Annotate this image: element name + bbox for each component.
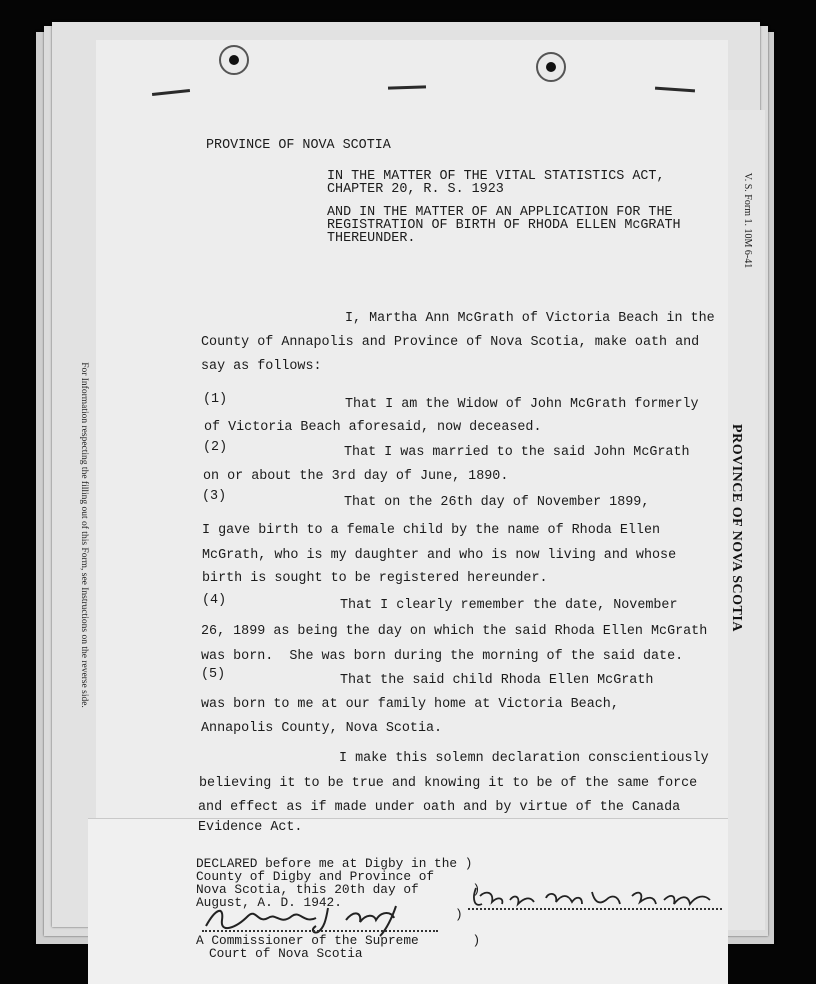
punch-hole-left bbox=[219, 45, 249, 75]
paragraph-number: (2) bbox=[203, 440, 228, 455]
commissioner-title: Court of Nova Scotia bbox=[209, 946, 363, 961]
paragraph-line: of Victoria Beach aforesaid, now deceased. bbox=[204, 420, 542, 435]
intro-line: say as follows: bbox=[201, 359, 322, 374]
paragraph-line: That on the 26th day of November 1899, bbox=[344, 495, 650, 510]
paragraph-line: birth is sought to be registered hereunder. bbox=[202, 571, 548, 586]
matter-line: CHAPTER 20, R. S. 1923 bbox=[327, 182, 504, 197]
declaration-line: I make this solemn declaration conscientiously bbox=[339, 751, 709, 766]
paragraph-line: Annapolis County, Nova Scotia. bbox=[201, 721, 443, 736]
paragraph-line: 26, 1899 as being the day on which the said Rhoda Ellen McGrath bbox=[201, 624, 708, 639]
commissioner-signature bbox=[196, 898, 446, 938]
jurat-paren: ) bbox=[455, 907, 463, 922]
form-code-text: V. S. Form 1. 10M 6-41 bbox=[742, 172, 754, 268]
paragraph-number: (5) bbox=[201, 667, 226, 682]
side-province-text: PROVINCE OF NOVA SCOTIA bbox=[729, 424, 745, 632]
declarant-signature bbox=[468, 882, 726, 916]
matter-line: IN THE MATTER OF THE VITAL STATISTICS ACT, bbox=[327, 169, 665, 184]
declaration-line: and effect as if made under oath and by virtue of the Canada bbox=[198, 800, 681, 815]
paragraph-number: (3) bbox=[202, 489, 227, 504]
jurat-line: August, A. D. 1942. bbox=[196, 895, 342, 910]
intro-line: County of Annapolis and Province of Nova Scotia, make oath and bbox=[201, 335, 700, 350]
paragraph-number: (4) bbox=[202, 593, 227, 608]
form-code bbox=[741, 165, 755, 275]
paragraph-line: was born to me at our family home at Victoria Beach, bbox=[201, 697, 619, 712]
punch-hole-right bbox=[536, 52, 566, 82]
commissioner-signature-line bbox=[202, 930, 438, 932]
paragraph-line: That the said child Rhoda Ellen McGrath bbox=[340, 673, 654, 688]
intro-line: I, Martha Ann McGrath of Victoria Beach in the bbox=[345, 311, 715, 326]
left-margin-note bbox=[75, 335, 93, 735]
paragraph-line: on or about the 3rd day of June, 1890. bbox=[203, 469, 509, 484]
paragraph-line: McGrath, who is my daughter and who is now living and whose bbox=[202, 548, 677, 563]
paragraph-number: (1) bbox=[203, 392, 228, 407]
paragraph-line: I gave birth to a female child by the name of Rhoda Ellen bbox=[202, 523, 661, 538]
jurat-line: County of Digby and Province of bbox=[196, 869, 435, 884]
side-province-label bbox=[726, 424, 746, 632]
jurat-line: Nova Scotia, this 20th day of ) bbox=[196, 882, 481, 897]
application-line: AND IN THE MATTER OF AN APPLICATION FOR THE bbox=[327, 205, 673, 220]
application-line: THEREUNDER. bbox=[327, 231, 416, 246]
document-heading: PROVINCE OF NOVA SCOTIA bbox=[206, 138, 391, 153]
declaration-line: Evidence Act. bbox=[198, 820, 303, 835]
declarant-signature-line bbox=[468, 908, 722, 910]
paragraph-line: That I am the Widow of John McGrath formerly bbox=[345, 397, 699, 412]
paragraph-line: That I clearly remember the date, November bbox=[340, 598, 678, 613]
declaration-line: believing it to be true and knowing it to be of the same force bbox=[199, 776, 698, 791]
paragraph-line: was born. She was born during the morning of the said date. bbox=[201, 649, 684, 664]
commissioner-title: A Commissioner of the Supreme ) bbox=[196, 933, 481, 948]
jurat-line: DECLARED before me at Digby in the ) bbox=[196, 856, 473, 871]
paragraph-line: That I was married to the said John McGrath bbox=[344, 445, 690, 460]
application-line: REGISTRATION OF BIRTH OF RHODA ELLEN McGRATH bbox=[327, 218, 681, 233]
left-margin-note-text: For Information respecting the filling out of this Form, see Instructions on the reverse side. bbox=[79, 362, 89, 708]
